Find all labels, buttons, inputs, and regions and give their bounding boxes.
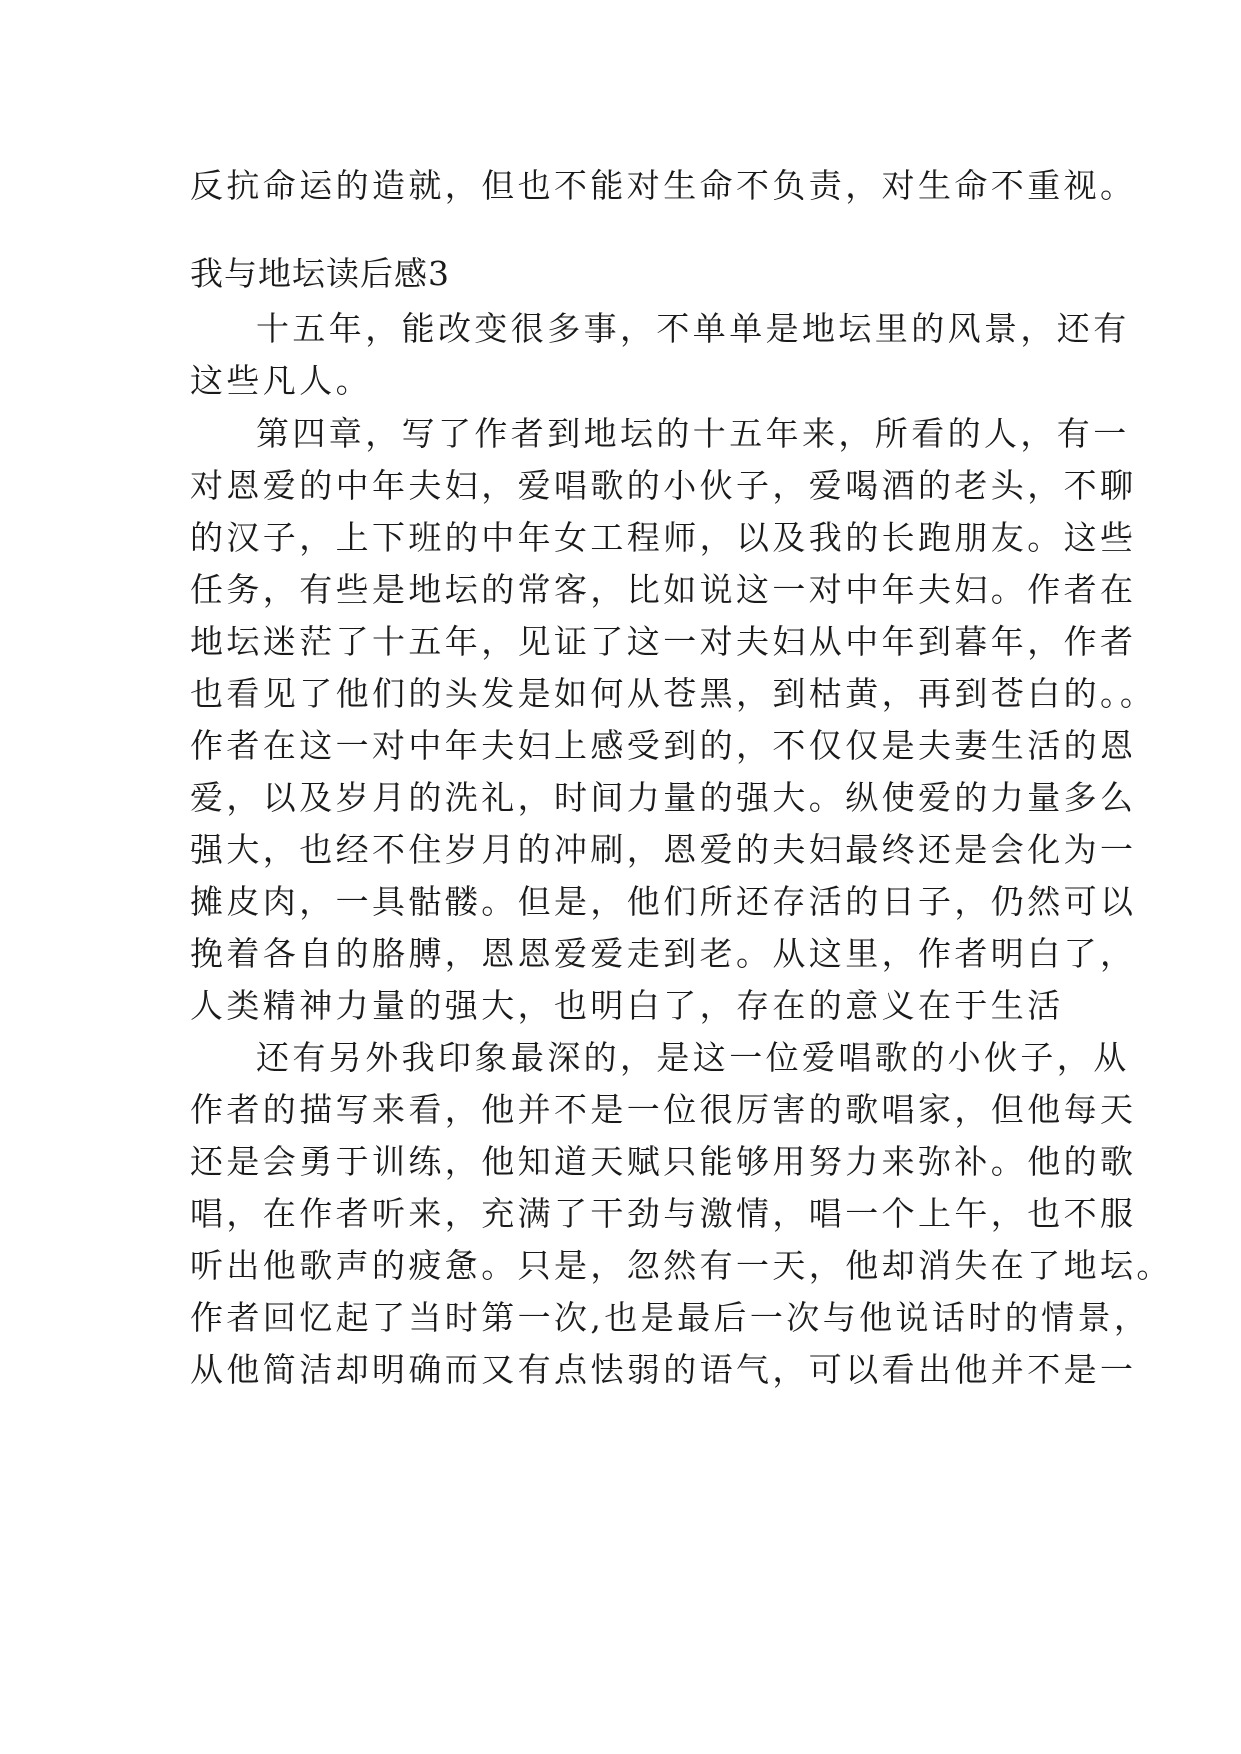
paragraph-line: 强大，也经不住岁月的冲刷，恩爱的夫妇最终还是会化为一 [190, 830, 1137, 869]
paragraph-line: 作者的描写来看，他并不是一位很厉害的歌唱家，但他每天 [190, 1090, 1137, 1129]
paragraph-line: 十五年，能改变很多事，不单单是地坛里的风景，还有 [256, 309, 1130, 348]
paragraph-line: 任务，有些是地坛的常客，比如说这一对中年夫妇。作者在 [190, 570, 1137, 609]
paragraph-line: 作者在这一对中年夫妇上感受到的，不仅仅是夫妻生活的恩 [190, 726, 1137, 765]
paragraph-line: 摊皮肉，一具骷髅。但是，他们所还存活的日子，仍然可以 [190, 882, 1137, 921]
paragraph-line: 的汉子，上下班的中年女工程师，以及我的长跑朋友。这些 [190, 518, 1137, 557]
paragraph-line: 地坛迷茫了十五年，见证了这一对夫妇从中年到暮年，作者 [190, 622, 1137, 661]
paragraph-line: 反抗命运的造就，但也不能对生命不负责，对生命不重视。 [190, 166, 1137, 205]
paragraph-line: 作者回忆起了当时第一次,也是最后一次与他说话时的情景， [190, 1298, 1151, 1337]
paragraph-line: 对恩爱的中年夫妇，爱唱歌的小伙子，爱喝酒的老头，不聊 [190, 466, 1137, 505]
paragraph-line: 从他简洁却明确而又有点怯弱的语气，可以看出他并不是一 [190, 1350, 1137, 1389]
paragraph-line: 人类精神力量的强大，也明白了，存在的意义在于生活 [190, 986, 1064, 1025]
paragraph-line: 也看见了他们的头发是如何从苍黑，到枯黄，再到苍白的。。 [190, 674, 1157, 713]
paragraph-line: 唱，在作者听来，充满了干劲与激情，唱一个上午，也不服 [190, 1194, 1137, 1233]
paragraph-line: 第四章，写了作者到地坛的十五年来，所看的人，有一 [256, 414, 1130, 453]
paragraph-line: 爱，以及岁月的洗礼，时间力量的强大。纵使爱的力量多么 [190, 778, 1137, 817]
paragraph-line: 还有另外我印象最深的，是这一位爱唱歌的小伙子，从 [256, 1038, 1130, 1077]
paragraph-line: 这些凡人。 [190, 361, 372, 400]
paragraph-line: 挽着各自的胳膊，恩恩爱爱走到老。从这里，作者明白了， [190, 934, 1137, 973]
section-heading: 我与地坛读后感3 [190, 254, 450, 293]
paragraph-line: 还是会勇于训练，他知道天赋只能够用努力来弥补。他的歌 [190, 1142, 1137, 1181]
paragraph-line: 听出他歌声的疲惫。只是，忽然有一天，他却消失在了地坛。 [190, 1246, 1173, 1285]
